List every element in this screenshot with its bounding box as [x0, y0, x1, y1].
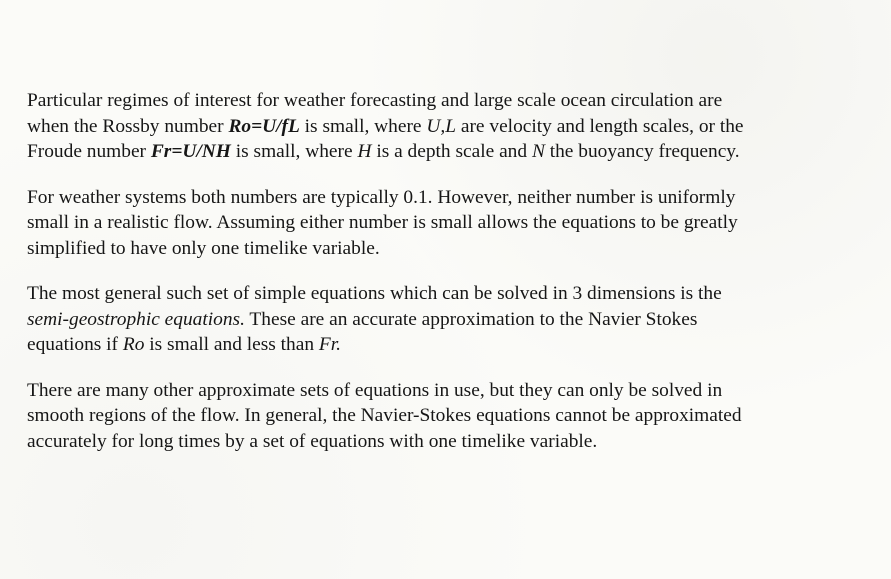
text-span: is small, where: [299, 115, 427, 137]
text-line: [27, 307, 872, 333]
text-span: is a depth scale and: [371, 141, 532, 162]
text-line: [27, 88, 872, 114]
text-line: [27, 139, 872, 165]
text-span: is small, where: [230, 141, 358, 162]
text-span: The most general such set of simple equations which can be solved in 3 dimensions is the: [27, 283, 722, 304]
text-line: [27, 236, 872, 262]
rossby-symbol: Ro: [122, 334, 145, 355]
document-body: [27, 88, 872, 454]
paragraph-semi-geostrophic: [27, 281, 872, 358]
semi-geostrophic-term: semi-geostrophic equations.: [27, 308, 245, 330]
text-line: [27, 429, 872, 455]
velocity-length-symbols: U,L: [426, 115, 457, 137]
text-line: [27, 185, 872, 211]
text-span: Particular regimes of interest for weather forecasting and large scale ocean circulation are: [27, 90, 723, 111]
paragraph-weather-systems: [27, 185, 872, 262]
text-span: There are many other approximate sets of equations in use, but they can only be solved in: [27, 379, 723, 401]
text-span: when the Rossby number: [27, 115, 229, 137]
text-span: small in a realistic flow. Assuming either number is small allows the equations to be greatly: [27, 212, 738, 233]
froude-number-formula: Fr=U/NH: [150, 141, 231, 162]
text-span: simplified to have only one timelike variable.: [27, 237, 380, 259]
buoyancy-frequency-symbol: N: [531, 141, 545, 162]
paragraph-other-approximations: [27, 378, 872, 455]
froude-symbol: Fr.: [318, 334, 341, 355]
text-span: For weather systems both numbers are typically 0.1. However, neither number is uniformly: [27, 186, 736, 208]
text-span: Froude number: [27, 141, 151, 162]
rossby-number-formula: Ro=U/fL: [228, 115, 300, 137]
text-line: [27, 281, 872, 307]
text-line: [27, 403, 872, 429]
text-span: is small and less than: [144, 334, 319, 355]
paragraph-regimes: [27, 88, 872, 165]
text-line: [27, 114, 872, 140]
text-span: These are an accurate approximation to the Navier Stokes: [244, 308, 698, 330]
text-line: [27, 332, 872, 358]
text-span: accurately for long times by a set of equations with one timelike variable.: [27, 430, 598, 452]
text-line: [27, 378, 872, 404]
text-span: equations if: [27, 334, 123, 355]
text-span: the buoyancy frequency.: [544, 141, 740, 162]
text-line: [27, 210, 872, 236]
text-span: smooth regions of the flow. In general, the Navier-Stokes equations cannot be approximated: [27, 405, 742, 426]
text-span: are velocity and length scales, or the: [456, 115, 744, 137]
depth-scale-symbol: H: [357, 141, 372, 162]
